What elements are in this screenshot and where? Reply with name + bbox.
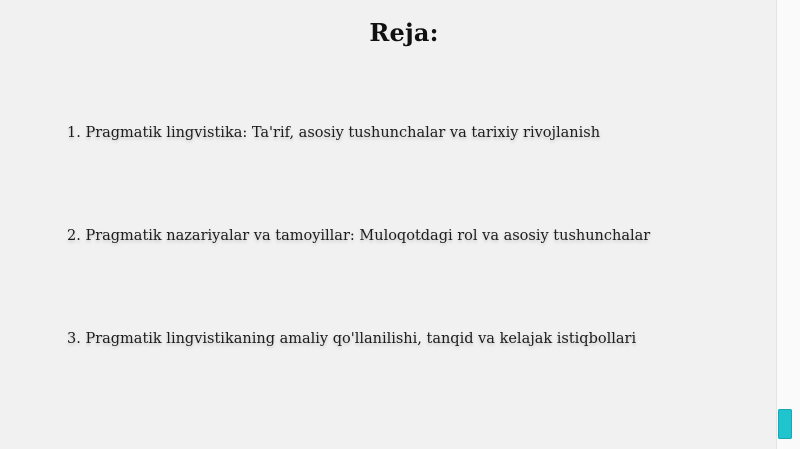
scrollbar-thumb[interactable] [778, 409, 792, 439]
agenda-item: 3. Pragmatik lingvistikaning amaliy qo'llanilishi, tanqid va kelajak istiqbollari [67, 331, 637, 347]
agenda-item: 2. Pragmatik nazariyalar va tamoyillar: Muloqotdagi rol va asosiy tushunchalar [67, 228, 651, 244]
scrollbar-track[interactable] [776, 0, 800, 449]
agenda-item: 1. Pragmatik lingvistika: Ta'rif, asosiy tushunchalar va tarixiy rivojlanish [67, 125, 601, 141]
slide-title: Reja: [369, 18, 439, 47]
agenda-list [67, 0, 767, 449]
